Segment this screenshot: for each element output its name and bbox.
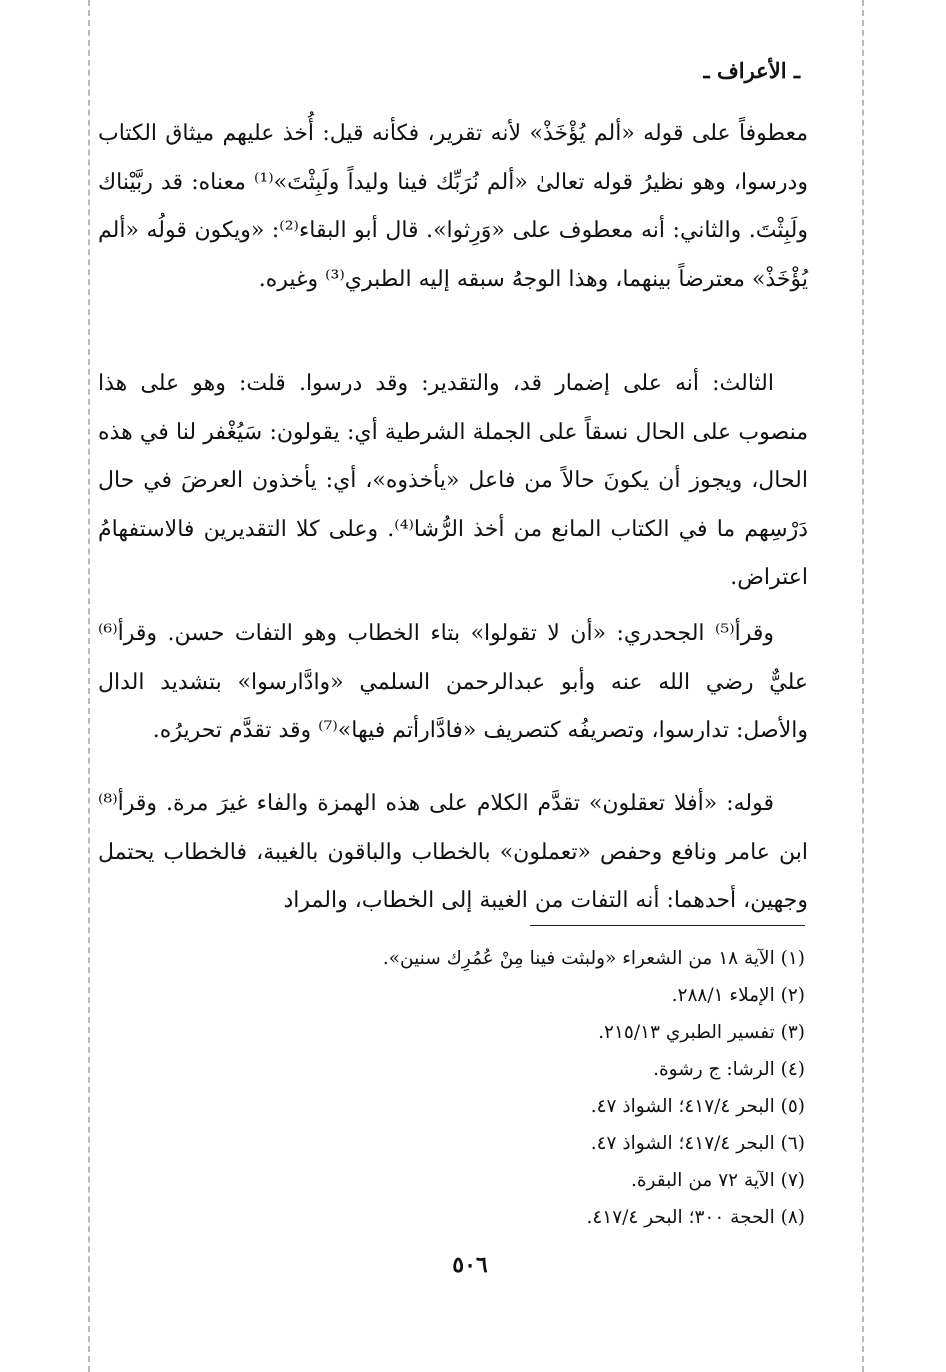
footnote-separator: [530, 925, 805, 926]
paragraph-4: [98, 780, 808, 926]
page-number: ٥٠٦: [452, 1252, 488, 1278]
paragraph-1: [98, 110, 808, 304]
footnote-6: (٦) البحر ٤١٧/٤؛ الشواذ ٤٧.: [590, 1133, 805, 1154]
paragraph-text: وقرأ⁽⁵⁾ الجحدري: «أن لا تقولوا» بتاء الخطاب وهو التفات حسن. وقرأ⁽⁶⁾ عليٌّ رضي الله عنه وأبو عبدالرحمن السلمي «وادَّارسوا» بتشديد الدال والأصل: تدارسوا، وتصريفُه كتصريف «فادَّارأتم فيها»⁽⁷⁾ وقد تقدَّم تحريرُه.: [98, 621, 808, 743]
scan-edge-right: [862, 0, 864, 1372]
footnote-3: (٣) تفسير الطبري ٢١٥/١٣.: [598, 1022, 805, 1043]
footnotes-list: [300, 940, 805, 1236]
paragraph-text: قوله: «أفلا تعقلون» تقدَّم الكلام على هذه الهمزة والفاء غيرَ مرة. وقرأ⁽⁸⁾ ابن عامر ونافع وحفص «تعملون» بالخطاب والباقون بالغيبة، فالخطاب يحتمل وجهين، أحدهما: أنه التفات من الغيبة إلى الخطاب، والمراد: [98, 791, 808, 913]
scan-edge-left: [88, 0, 90, 1372]
footnote-1: (١) الآية ١٨ من الشعراء «ولبثت فينا مِنْ عُمُرِك سنين».: [382, 948, 805, 969]
footnote-8: (٨) الحجة ٣٠٠؛ البحر ٤١٧/٤.: [586, 1207, 805, 1228]
paragraph-2: [98, 360, 808, 603]
footnote-4: (٤) الرشا: ج رشوة.: [653, 1059, 805, 1080]
paragraph-3: [98, 610, 808, 756]
paragraph-text: معطوفاً على قوله «ألم يُؤْخَذْ» لأنه تقرير، فكأنه قيل: أُخذ عليهم ميثاق الكتاب ودرسوا، وهو نظيرُ قوله تعالىٰ «ألم نُرَبِّك فينا وليداً ولَبِثْتَ»⁽¹⁾ معناه: قد ربَّيْناك ولَبِثْتَ. والثاني: أنه معطوف على «وَرِثوا». قال أبو البقاء⁽²⁾: «ويكون قولُه «ألم يُؤْخَذْ» معترضاً بينهما، وهذا الوجهُ سبقه إليه الطبري⁽³⁾ وغيره.: [98, 121, 808, 292]
paragraph-text: الثالث: أنه على إضمار قد، والتقدير: وقد درسوا. قلت: وهو على هذا منصوب على الحال نسقاً على الجملة الشرطية أي: يقولون: سَيُغْفر لنا في هذه الحال، ويجوز أن يكونَ حالاً من فاعل «يأخذوه»، أي: يأخذون العرضَ في حال دَرْسِهم ما في الكتاب المانع من أخذ الرُّشا⁽⁴⁾. وعلى كلا التقديرين فالاستفهامُ اعتراض.: [98, 371, 808, 590]
footnote-2: (٢) الإملاء ٢٨٨/١.: [671, 985, 805, 1006]
footnote-5: (٥) البحر ٤١٧/٤؛ الشواذ ٤٧.: [590, 1096, 805, 1117]
running-title: ـ الأعراف ـ: [703, 58, 800, 83]
footnote-7: (٧) الآية ٧٢ من البقرة.: [630, 1170, 805, 1191]
